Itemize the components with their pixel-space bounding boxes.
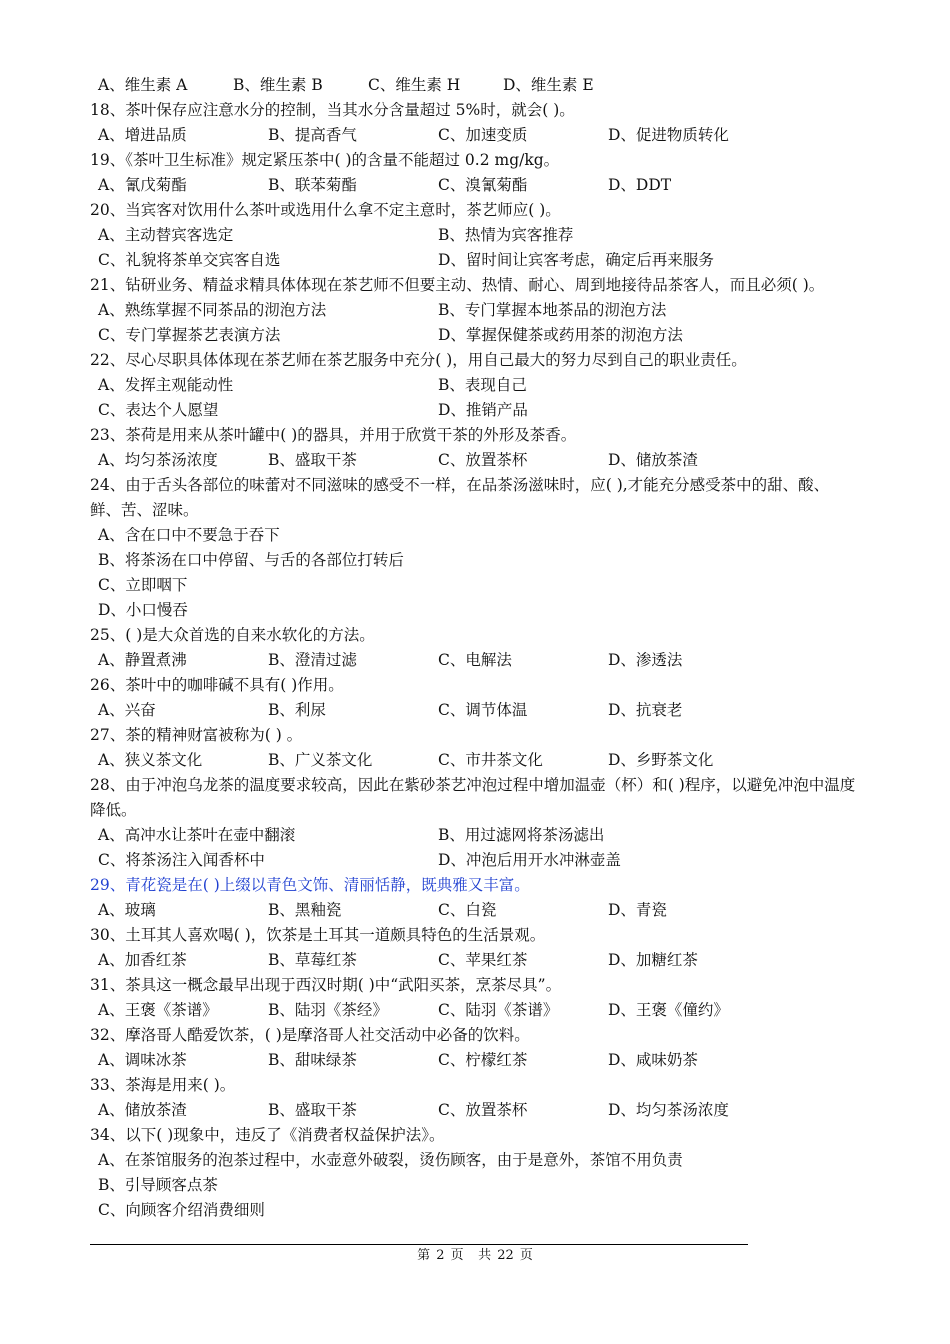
footer-divider: [90, 1244, 748, 1245]
option-b: B、草莓红茶: [268, 951, 357, 969]
option-b: B、广义茶文化: [268, 751, 373, 769]
options-row: [90, 848, 860, 873]
option-d: D、青瓷: [608, 901, 667, 919]
option-b: B、盛取干茶: [268, 1101, 357, 1119]
option-b: B、用过滤网将茶汤滤出: [438, 826, 605, 844]
option-d: D、DDT: [608, 176, 672, 194]
page-number: 2: [436, 1248, 445, 1263]
option-a: A、调味冰茶: [98, 1051, 187, 1069]
option-a: A、兴奋: [98, 701, 156, 719]
option-c: C、放置茶杯: [438, 1101, 528, 1119]
options-row: [90, 323, 860, 348]
options-row: [90, 1098, 860, 1123]
question-27: 27、茶的精神财富被称为( ) 。: [90, 726, 303, 744]
option-b: B、热情为宾客推荐: [438, 226, 574, 244]
option-d: D、抗衰老: [608, 701, 683, 719]
option-a: A、加香红茶: [98, 951, 187, 969]
option-b: B、维生素 B: [233, 76, 323, 94]
option-a: A、高冲水让茶叶在壶中翻滚: [98, 826, 296, 844]
options-row: [90, 1048, 860, 1073]
options-row: [90, 448, 860, 473]
option-a: A、在茶馆服务的泡茶过程中，水壶意外破裂，烫伤顾客，由于是意外，茶馆不用负责: [98, 1151, 683, 1169]
total-unit: 页: [519, 1248, 533, 1263]
question-19: 19、《茶叶卫生标准》规定紧压茶中( )的含量不能超过 0.2 mg/kg。: [90, 151, 560, 169]
option-a: A、熟练掌握不同茶品的沏泡方法: [98, 301, 327, 319]
option-a: A、狭义茶文化: [98, 751, 203, 769]
option-d: D、王褒《僮约》: [608, 1001, 729, 1019]
options-row: [90, 373, 860, 398]
option-c: C、苹果红茶: [438, 951, 528, 969]
options-row: [90, 823, 860, 848]
option-b: B、黑釉瓷: [268, 901, 342, 919]
options-row: [90, 223, 860, 248]
option-d: D、均匀茶汤浓度: [608, 1101, 729, 1119]
option-d: D、加糖红茶: [608, 951, 698, 969]
question-32: 32、摩洛哥人酷爱饮茶，( )是摩洛哥人社交活动中必备的饮料。: [90, 1026, 530, 1044]
option-b: B、盛取干茶: [268, 451, 357, 469]
total-label: 共: [478, 1248, 492, 1263]
option-b: B、联苯菊酯: [268, 176, 357, 194]
option-d: D、乡野茶文化: [608, 751, 714, 769]
option-c: C、向顾客介绍消费细则: [98, 1201, 265, 1219]
option-a: A、维生素 A: [98, 76, 188, 94]
option-a: A、储放茶渣: [98, 1101, 187, 1119]
option-d: D、促进物质转化: [608, 126, 729, 144]
option-c: C、柠檬红茶: [438, 1051, 528, 1069]
options-row: [90, 648, 860, 673]
question-21: 21、钻研业务、精益求精具体体现在茶艺师不但要主动、热情、耐心、周到地接待品茶客人，而且必须( )。: [90, 276, 825, 294]
question-28: 28、由于冲泡乌龙茶的温度要求较高，因此在紫砂茶艺冲泡过程中增加温壶（杯）和( )程序，以避免冲泡中温度降低。: [90, 776, 856, 819]
option-c: C、调节体温: [438, 701, 528, 719]
question-list: [90, 73, 860, 1223]
option-a: A、王褒《茶谱》: [98, 1001, 218, 1019]
option-a: A、主动替宾客选定: [98, 226, 234, 244]
option-d: D、储放茶渣: [608, 451, 698, 469]
options-row: [90, 73, 860, 98]
question-23: 23、茶荷是用来从茶叶罐中( )的器具，并用于欣赏干茶的外形及茶香。: [90, 426, 577, 444]
option-b: B、表现自己: [438, 376, 527, 394]
options-row: [90, 748, 860, 773]
option-d: D、掌握保健茶或药用茶的沏泡方法: [438, 326, 683, 344]
question-29: 29、青花瓷是在( )上缀以青色文饰、清丽恬静，既典雅又丰富。: [90, 876, 530, 894]
question-30: 30、土耳其人喜欢喝( )，饮茶是土耳其一道颇具特色的生活景观。: [90, 926, 546, 944]
option-c: C、市井茶文化: [438, 751, 543, 769]
option-b: B、提高香气: [268, 126, 357, 144]
options-row: [90, 948, 860, 973]
question-26: 26、茶叶中的咖啡碱不具有( )作用。: [90, 676, 344, 694]
option-c: C、电解法: [438, 651, 512, 669]
option-a: A、含在口中不要急于吞下: [98, 526, 280, 544]
option-c: C、维生素 H: [368, 76, 461, 94]
option-b: B、将茶汤在口中停留、与舌的各部位打转后: [98, 551, 404, 569]
option-d: D、咸味奶茶: [608, 1051, 698, 1069]
option-c: C、将茶汤注入闻香杯中: [98, 851, 265, 869]
question-25: 25、( )是大众首选的自来水软化的方法。: [90, 626, 375, 644]
option-d: D、维生素 E: [503, 76, 594, 94]
option-d: D、推销产品: [438, 401, 528, 419]
option-b: B、利尿: [268, 701, 326, 719]
option-b: B、专门掌握本地茶品的沏泡方法: [438, 301, 667, 319]
option-a: A、均匀茶汤浓度: [98, 451, 218, 469]
option-c: C、白瓷: [438, 901, 497, 919]
options-row: [90, 173, 860, 198]
page-label: 第: [417, 1248, 431, 1263]
question-33: 33、茶海是用来( )。: [90, 1076, 236, 1094]
page-footer: [0, 1247, 950, 1265]
total-pages: 22: [497, 1248, 514, 1263]
option-c: C、立即咽下: [98, 576, 188, 594]
options-row: [90, 123, 860, 148]
option-d: D、留时间让宾客考虑，确定后再来服务: [438, 251, 714, 269]
option-a: A、增进品质: [98, 126, 187, 144]
option-b: B、澄清过滤: [268, 651, 357, 669]
options-row: [90, 248, 860, 273]
options-row: [90, 998, 860, 1023]
option-b: B、陆羽《茶经》: [268, 1001, 388, 1019]
question-34: 34、以下( )现象中，违反了《消费者权益保护法》。: [90, 1126, 445, 1144]
options-row: [90, 698, 860, 723]
options-row: [90, 898, 860, 923]
question-18: 18、茶叶保存应注意水分的控制，当其水分含量超过 5%时，就会( )。: [90, 101, 575, 119]
options-row: [90, 298, 860, 323]
option-c: C、陆羽《茶谱》: [438, 1001, 559, 1019]
option-d: D、冲泡后用开水冲淋壶盖: [438, 851, 621, 869]
option-d: D、渗透法: [608, 651, 683, 669]
question-31: 31、茶具这一概念最早出现于西汉时期( )中“武阳买茶，烹茶尽具”。: [90, 976, 562, 994]
option-c: C、专门掌握茶艺表演方法: [98, 326, 281, 344]
options-row: [90, 398, 860, 423]
option-a: A、静置煮沸: [98, 651, 187, 669]
option-c: C、加速变质: [438, 126, 528, 144]
option-a: A、氰戊菊酯: [98, 176, 187, 194]
option-c: C、放置茶杯: [438, 451, 528, 469]
option-c: C、表达个人愿望: [98, 401, 219, 419]
option-c: C、礼貌将茶单交宾客自选: [98, 251, 281, 269]
page-unit: 页: [450, 1248, 464, 1263]
question-20: 20、当宾客对饮用什么茶叶或选用什么拿不定主意时，茶艺师应( )。: [90, 201, 561, 219]
option-c: C、溴氰菊酯: [438, 176, 528, 194]
question-24: 24、由于舌头各部位的味蕾对不同滋味的感受不一样，在品茶汤滋味时，应( ),才能充分感受茶中的甜、酸、鲜、苦、涩味。: [90, 476, 830, 519]
option-b: B、甜味绿茶: [268, 1051, 357, 1069]
option-a: A、发挥主观能动性: [98, 376, 234, 394]
option-a: A、玻璃: [98, 901, 156, 919]
option-b: B、引导顾客点茶: [98, 1176, 218, 1194]
question-22: 22、尽心尽职具体体现在茶艺师在茶艺服务中充分( )，用自己最大的努力尽到自己的职业责任。: [90, 351, 747, 369]
option-d: D、小口慢吞: [98, 601, 188, 619]
